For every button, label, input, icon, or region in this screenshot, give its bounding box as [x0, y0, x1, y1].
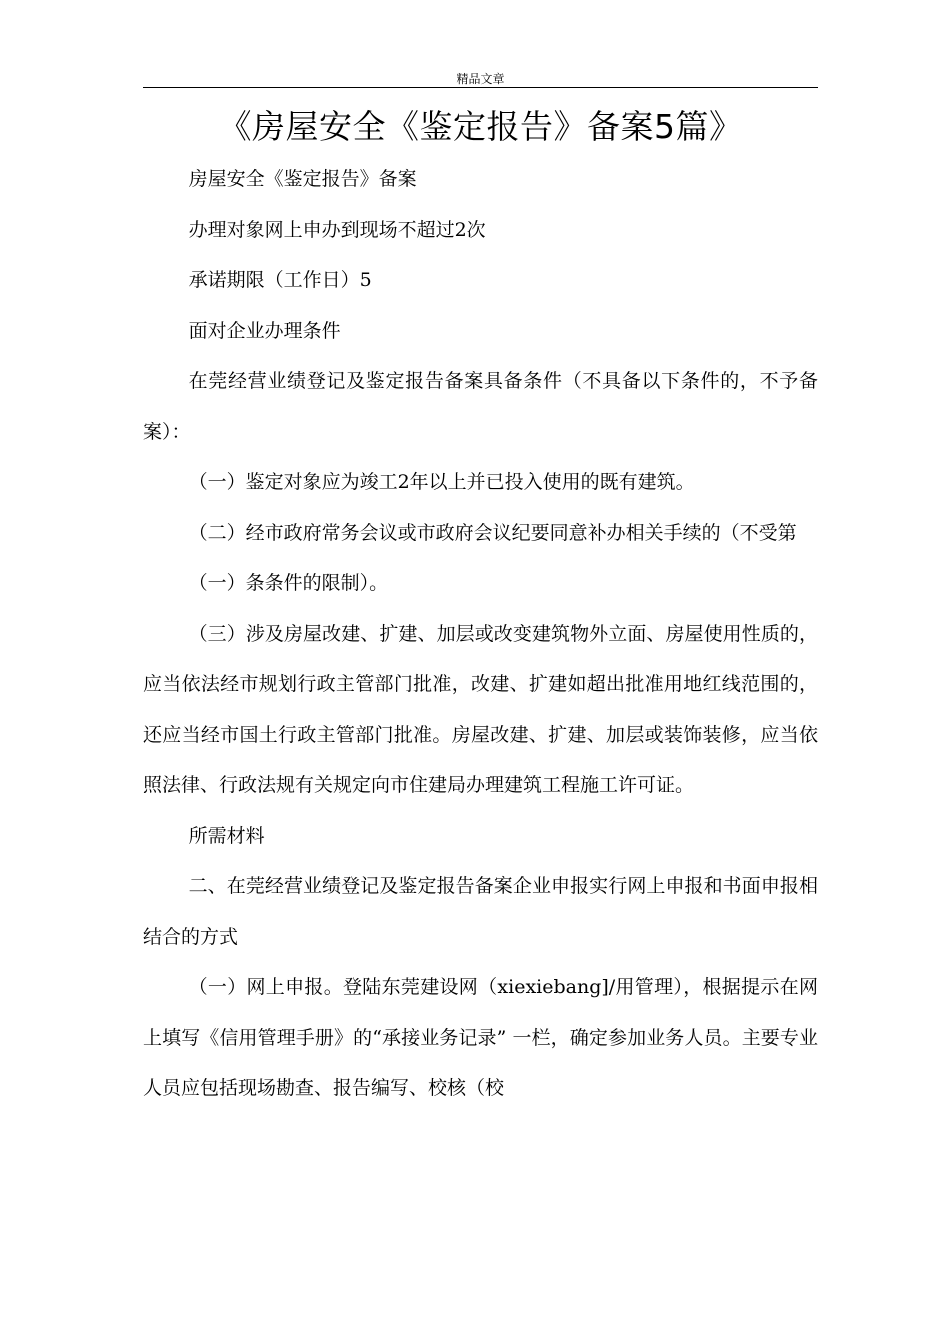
paragraph: 面对企业办理条件: [188, 319, 341, 342]
paragraph: （一）网上申报。登陆东莞建设网（xiexiebang]/用管理），根据提示在网上填写《信用管理手册》的“承接业务记录” 一栏，确定参加业务人员。主要专业人员应包括现场勘查、报告编写、校核（校: [143, 976, 818, 1099]
document-title: 《房屋安全《鉴定报告》备案5篇》: [218, 107, 743, 146]
paragraph: （三）涉及房屋改建、扩建、加层或改变建筑物外立面、房屋使用性质的，应当依法经市规划行政主管部门批准，改建、扩建如超出批准用地红线范围的，还应当经市国土行政主管部门批准。房屋改建、扩建、加层或装饰装修，应当依照法律、行政法规有关规定向市住建局办理建筑工程施工许可证。: [143, 622, 818, 796]
paragraph: 房屋安全《鉴定报告》备案: [188, 168, 417, 190]
paragraph: 所需材料: [188, 824, 265, 847]
paragraph: 在莞经营业绩登记及鉴定报告备案具备条件（不具备以下条件的，不予备案）：: [143, 370, 818, 443]
document-body: [143, 154, 818, 1114]
paragraph: （一）条条件的限制）。: [188, 572, 389, 594]
paragraph: 承诺期限（工作日）5: [188, 269, 372, 291]
paragraph: 二、在莞经营业绩登记及鉴定报告备案企业申报实行网上申报和书面申报相结合的方式: [143, 875, 818, 948]
header-divider: [143, 87, 818, 88]
page-header: 精品文章: [456, 72, 505, 86]
paragraph: 办理对象网上申办到现场不超过2次: [188, 218, 486, 241]
paragraph: （一）鉴定对象应为竣工2年以上并已投入使用的既有建筑。: [188, 471, 695, 493]
paragraph: （二）经市政府常务会议或市政府会议纪要同意补办相关手续的（不受第: [188, 521, 797, 544]
